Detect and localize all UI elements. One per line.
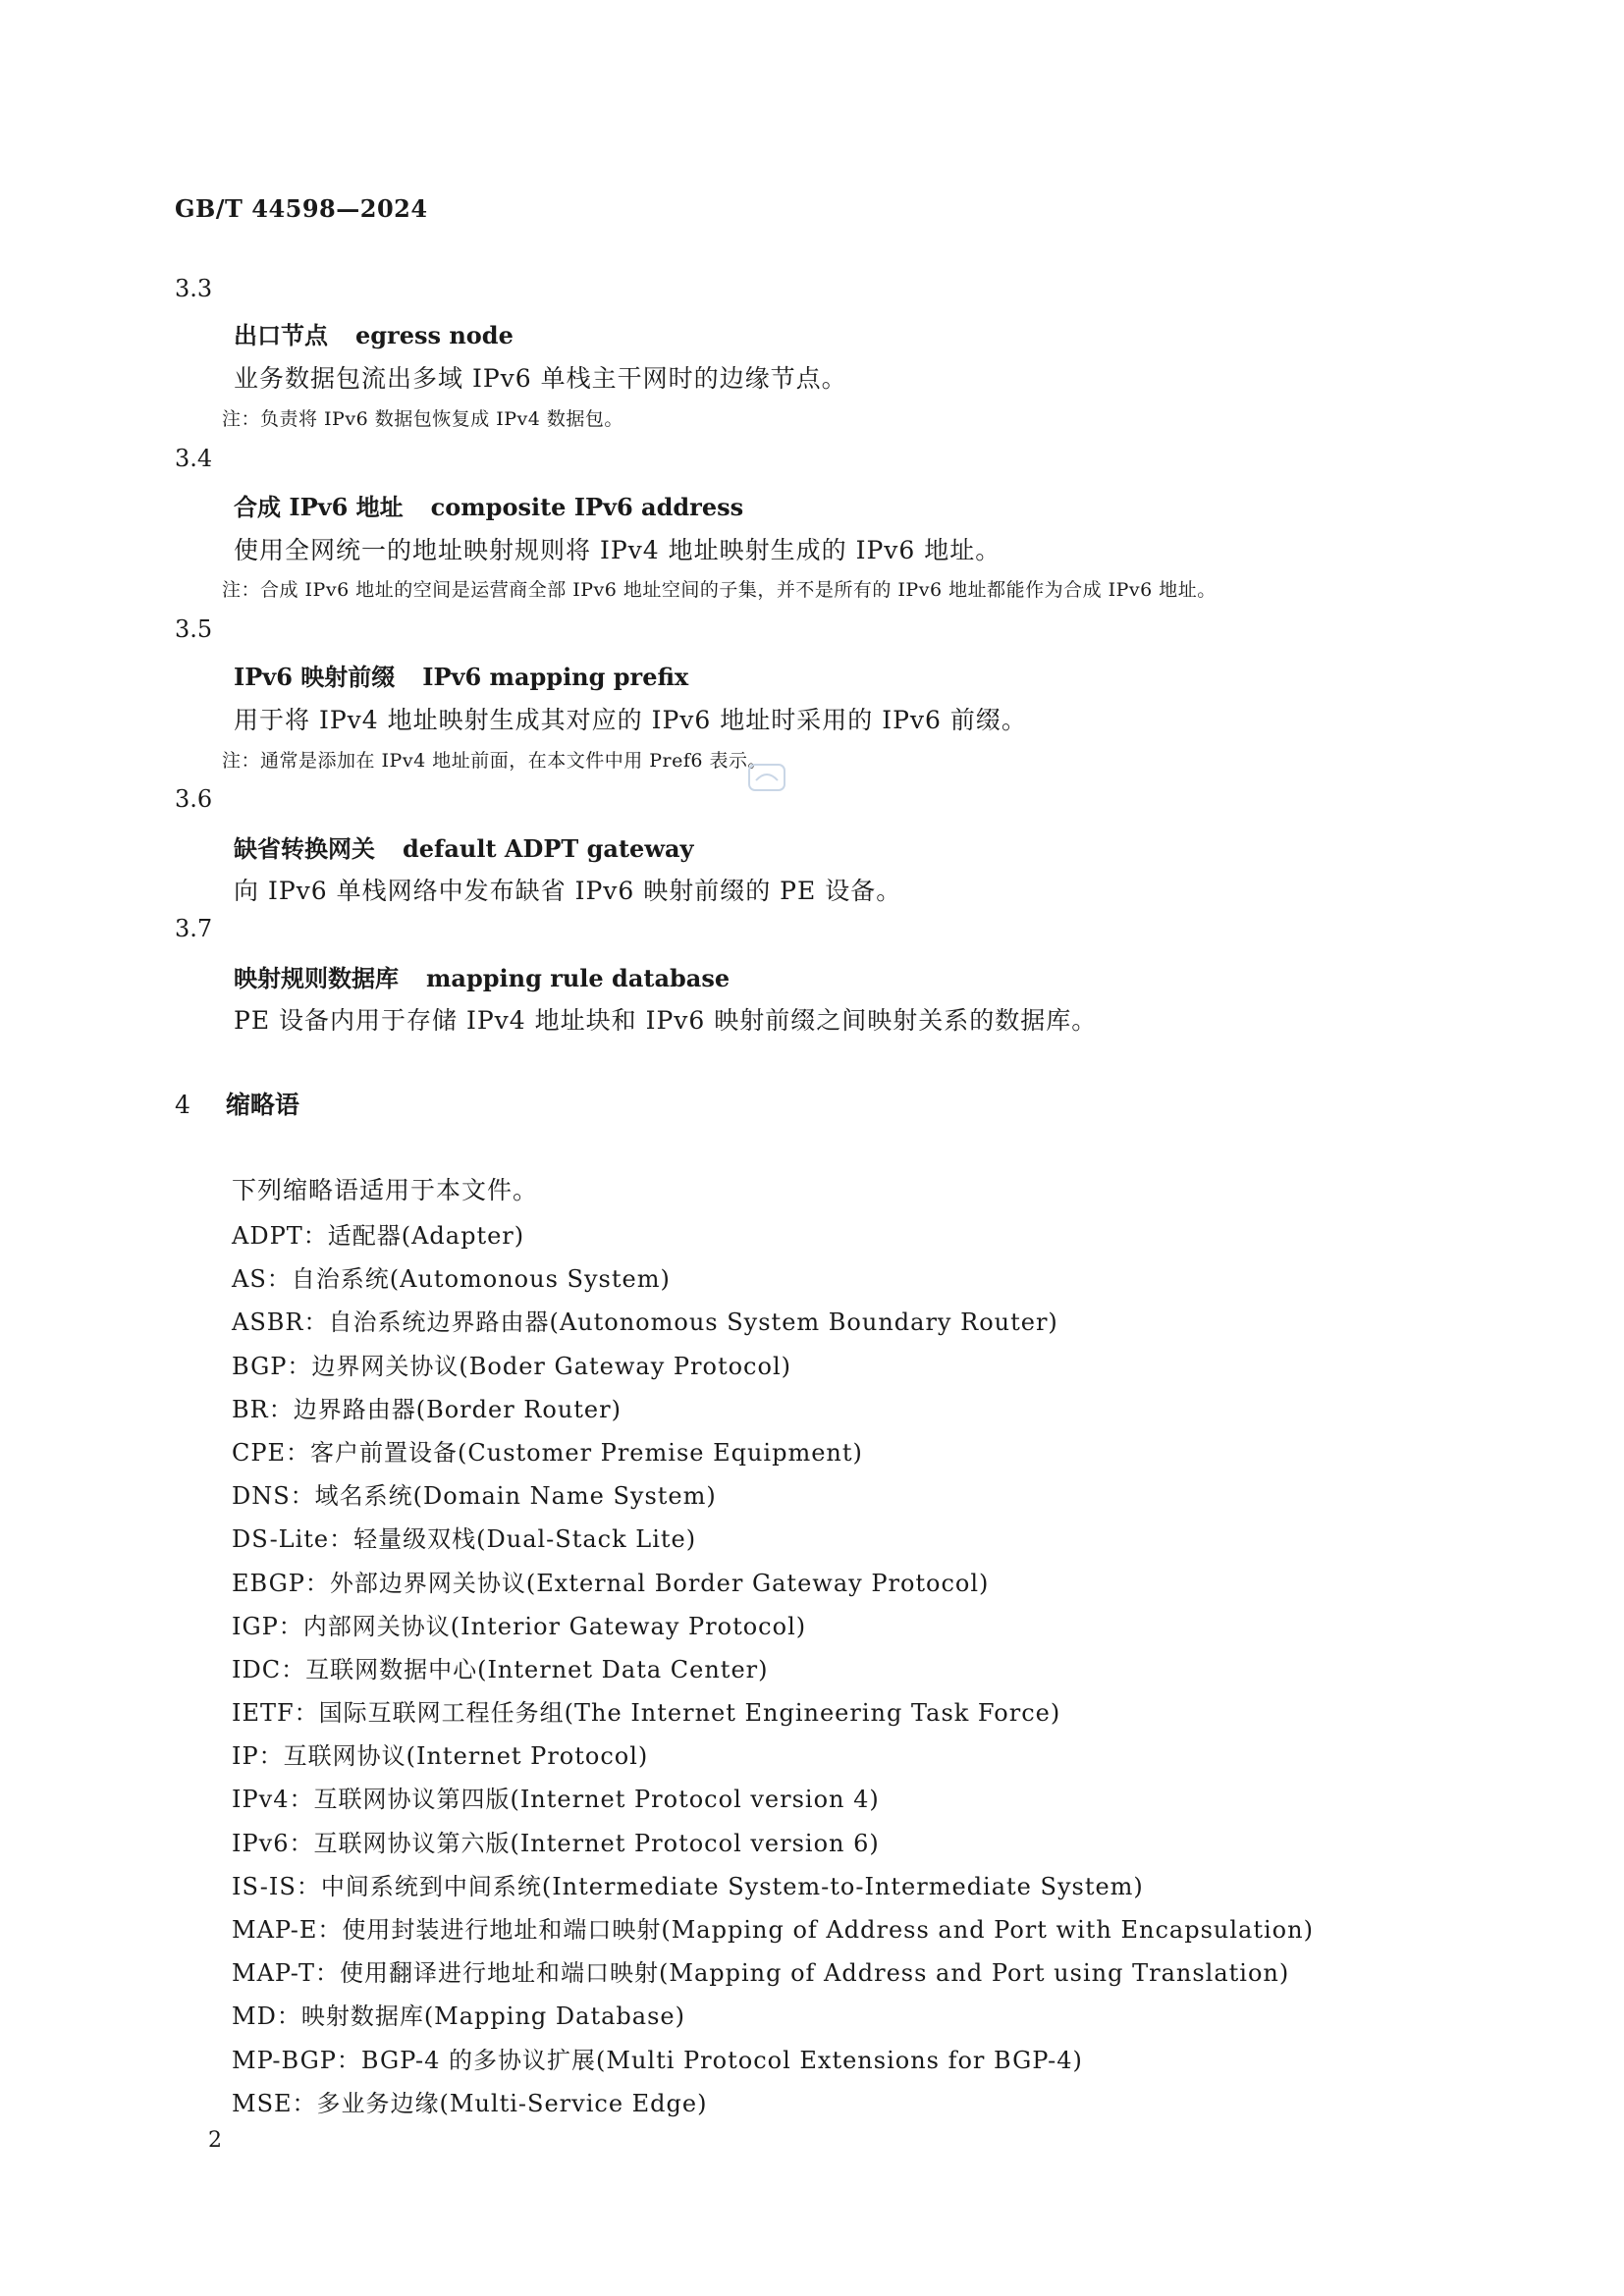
- section-heading: [175, 1086, 299, 1121]
- term-number: 3.5: [175, 615, 213, 643]
- abbreviation-item: EBGP：外部边界网关协议(External Border Gateway Protocol): [232, 1569, 990, 1597]
- abbreviation-item: MAP-E：使用封装进行地址和端口映射(Mapping of Address and Port with Encapsulation): [232, 1916, 1314, 1944]
- abbreviation-item: IP：互联网协议(Internet Protocol): [232, 1742, 649, 1771]
- term-note: 注：通常是添加在 IPv4 地址前面，在本文件中用 Pref6 表示。: [222, 750, 768, 772]
- abbreviation-item: MAP-T：使用翻译进行地址和端口映射(Mapping of Address and Port using Translation): [232, 1959, 1290, 1988]
- abbreviation-item: IDC：互联网数据中心(Internet Data Center): [232, 1655, 769, 1683]
- term-title-zh: 映射规则数据库: [234, 964, 399, 992]
- term-definition: 使用全网统一的地址映射规则将 IPv4 地址映射生成的 IPv6 地址。: [234, 536, 1001, 564]
- abbreviation-item: BGP：边界网关协议(Boder Gateway Protocol): [232, 1352, 791, 1380]
- term-definition: 用于将 IPv4 地址映射生成其对应的 IPv6 地址时采用的 IPv6 前缀。: [234, 706, 1027, 734]
- term-title: [234, 959, 730, 993]
- section-title: 缩略语: [225, 1091, 299, 1119]
- term-title-en: egress node: [355, 321, 514, 349]
- watermark-logo: [746, 757, 787, 798]
- abbreviation-item: DNS：域名系统(Domain Name System): [232, 1482, 717, 1511]
- abbreviation-item: CPE：客户前置设备(Customer Premise Equipment): [232, 1438, 863, 1467]
- abbreviation-item: DS-Lite：轻量级双栈(Dual-Stack Lite): [232, 1525, 697, 1554]
- abbreviation-item: ASBR：自治系统边界路由器(Autonomous System Boundary Router): [232, 1308, 1058, 1337]
- term-title: [234, 829, 693, 864]
- abbreviation-item: MSE：多业务边缘(Multi-Service Edge): [232, 2089, 708, 2117]
- term-title: [234, 488, 743, 522]
- term-title-en: IPv6 mapping prefix: [422, 663, 689, 691]
- term-title-en: default ADPT gateway: [403, 834, 694, 863]
- abbreviation-item: IS-IS：中间系统到中间系统(Intermediate System-to-Intermediate System): [232, 1872, 1144, 1900]
- abbreviation-item: BR：边界路由器(Border Router): [232, 1395, 622, 1423]
- term-note: 注：负责将 IPv6 数据包恢复成 IPv4 数据包。: [222, 408, 623, 430]
- abbreviation-item: IGP：内部网关协议(Interior Gateway Protocol): [232, 1612, 807, 1640]
- abbreviation-list: [232, 1214, 1314, 2125]
- term-title-zh: IPv6 映射前缀: [234, 663, 396, 691]
- term-definition: 业务数据包流出多域 IPv6 单栈主干网时的边缘节点。: [234, 364, 847, 393]
- abbreviation-item: MP-BGP：BGP-4 的多协议扩展(Multi Protocol Extensions for BGP-4): [232, 2046, 1083, 2074]
- term-note: 注：合成 IPv6 地址的空间是运营商全部 IPv6 地址空间的子集，并不是所有的 IPv6 地址都能作为合成 IPv6 地址。: [222, 579, 1217, 601]
- term-number: 3.6: [175, 785, 213, 813]
- term-definition: PE 设备内用于存储 IPv4 地址块和 IPv6 映射前缀之间映射关系的数据库。: [234, 1006, 1098, 1035]
- page-number: 2: [208, 2128, 222, 2153]
- abbreviation-item: AS：自治系统(Automonous System): [232, 1265, 671, 1294]
- term-title-en: mapping rule database: [426, 964, 731, 992]
- abbreviation-item: MD：映射数据库(Mapping Database): [232, 2002, 685, 2031]
- term-title: [234, 316, 514, 350]
- term-number: 3.7: [175, 915, 213, 942]
- term-title-en: composite IPv6 address: [430, 493, 744, 521]
- term-number: 3.3: [175, 275, 213, 302]
- abbreviation-item: IPv4：互联网协议第四版(Internet Protocol version 4): [232, 1786, 880, 1814]
- abbreviations-intro: 下列缩略语适用于本文件。: [232, 1176, 539, 1204]
- doc-id: GB/T 44598—2024: [175, 194, 428, 223]
- abbreviation-item: IPv6：互联网协议第六版(Internet Protocol version 6): [232, 1829, 880, 1857]
- term-title: [234, 658, 688, 692]
- term-definition: 向 IPv6 单栈网络中发布缺省 IPv6 映射前缀的 PE 设备。: [234, 877, 902, 905]
- abbreviation-item: ADPT：适配器(Adapter): [232, 1222, 525, 1250]
- term-title-zh: 合成 IPv6 地址: [234, 493, 404, 521]
- abbreviation-item: IETF：国际互联网工程任务组(The Internet Engineering Task Force): [232, 1699, 1061, 1728]
- term-title-zh: 缺省转换网关: [234, 834, 375, 863]
- section-number: 4: [175, 1091, 190, 1119]
- term-title-zh: 出口节点: [234, 321, 328, 349]
- term-number: 3.4: [175, 445, 213, 472]
